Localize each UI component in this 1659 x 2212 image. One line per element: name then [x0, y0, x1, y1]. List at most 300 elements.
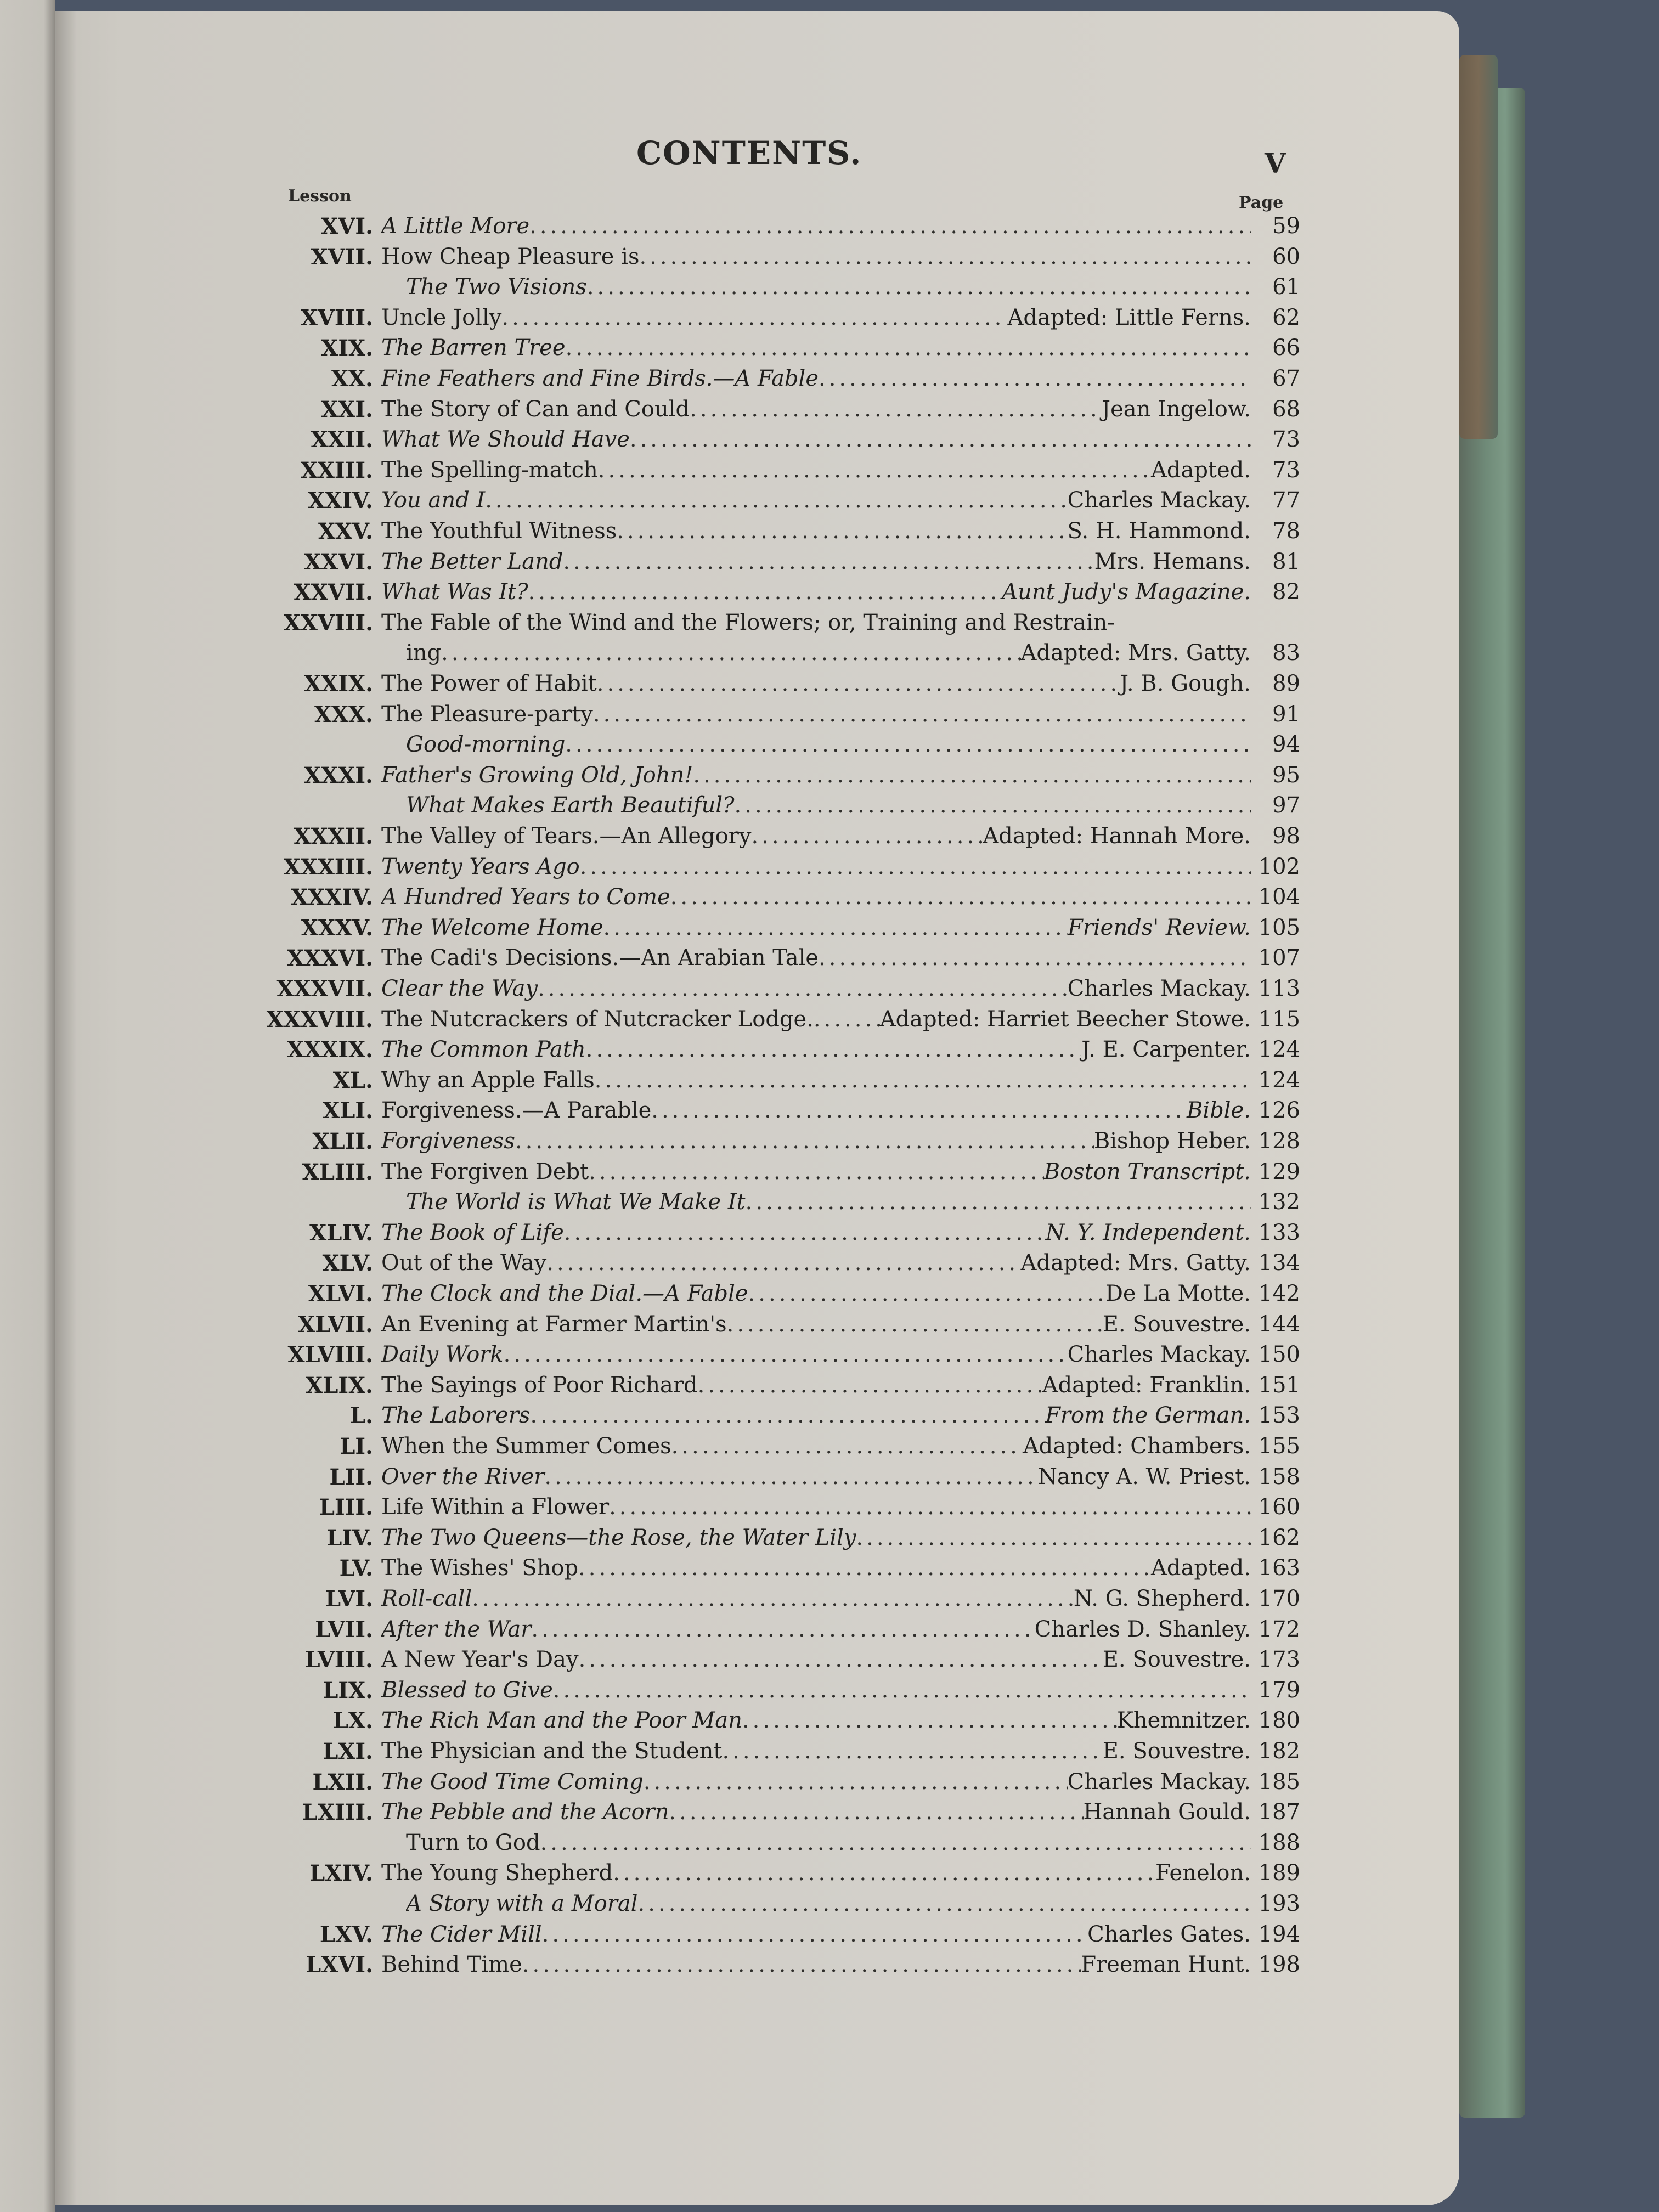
dot-leader — [586, 1035, 1081, 1065]
page-number: 194 — [1258, 1921, 1300, 1947]
page-number: 89 — [1272, 671, 1300, 696]
dot-leader — [748, 1279, 1105, 1309]
lesson-author: J. B. Gough. — [1119, 671, 1251, 696]
entry-body — [381, 1096, 1251, 1126]
lesson-title: The Welcome Home — [381, 915, 603, 940]
toc-entry[interactable] — [0, 1401, 1300, 1431]
dot-leader — [727, 1310, 1103, 1340]
dot-leader — [587, 272, 1251, 302]
dot-leader — [531, 1615, 1034, 1645]
lesson-title: An Evening at Farmer Martin's — [381, 1311, 727, 1337]
toc-entry[interactable] — [0, 272, 1300, 302]
lesson-title: The Common Path — [381, 1037, 586, 1063]
page-number: 62 — [1272, 304, 1300, 330]
lesson-number: XXXVII. — [276, 976, 373, 1002]
entry-body — [381, 669, 1251, 699]
lesson-author: Adapted: Franklin. — [1042, 1372, 1251, 1398]
dot-leader — [529, 211, 1251, 241]
dot-leader — [735, 791, 1251, 821]
dot-leader — [441, 638, 1020, 668]
lesson-author: Bishop Heber. — [1093, 1128, 1251, 1154]
entry-body — [381, 1706, 1251, 1736]
lesson-title: The Barren Tree — [381, 335, 566, 361]
entry-body — [381, 1920, 1251, 1950]
toc-entry[interactable] — [0, 1035, 1300, 1065]
lesson-number: LVI. — [325, 1586, 373, 1612]
lesson-number: XXV. — [318, 518, 373, 544]
entry-body — [406, 1187, 1251, 1217]
lesson-number: XLVI. — [308, 1281, 373, 1307]
page-number: 59 — [1272, 213, 1300, 239]
entry-body — [381, 1401, 1251, 1431]
page-number: 105 — [1258, 915, 1300, 940]
lesson-title: A New Year's Day — [381, 1647, 579, 1673]
page-number: 158 — [1258, 1464, 1300, 1489]
dot-leader — [856, 1523, 1251, 1553]
toc-entry[interactable] — [0, 1828, 1300, 1858]
lesson-number: XXXVI. — [287, 945, 373, 972]
lesson-title: Forgiveness.—A Parable — [381, 1098, 652, 1124]
lesson-number: LIII. — [319, 1494, 373, 1521]
page-number: 132 — [1258, 1189, 1300, 1215]
page-number: 163 — [1258, 1555, 1300, 1581]
column-header-lesson: Lesson — [288, 187, 352, 206]
page-number: 98 — [1272, 823, 1300, 849]
toc-entry[interactable] — [0, 242, 1300, 272]
page-number: 66 — [1272, 335, 1300, 361]
page-number: 73 — [1272, 457, 1300, 483]
lesson-author: Hannah Gould. — [1083, 1799, 1251, 1825]
lesson-title: The Fable of the Wind and the Flowers; or, Training and Restrain- — [381, 610, 1115, 635]
lesson-title: The Forgiven Debt — [381, 1159, 589, 1184]
lesson-number: XIX. — [321, 335, 373, 362]
lesson-title: Good-morning — [406, 732, 566, 758]
dot-leader — [580, 852, 1251, 882]
entry-body — [381, 1767, 1251, 1797]
toc-entry[interactable] — [0, 455, 1300, 486]
lesson-title: The Two Queens—the Rose, the Water Lily — [381, 1525, 856, 1550]
dot-leader — [751, 821, 983, 851]
page-number: 153 — [1258, 1403, 1300, 1429]
page-title: CONTENTS. — [636, 134, 862, 172]
page-number: 144 — [1258, 1311, 1300, 1337]
lesson-title: Turn to God — [406, 1830, 540, 1855]
page-number: 126 — [1258, 1098, 1300, 1124]
lesson-author: J. E. Carpenter. — [1081, 1037, 1251, 1063]
lesson-author: Freeman Hunt. — [1081, 1952, 1251, 1978]
page-number: 179 — [1258, 1677, 1300, 1703]
dot-leader — [544, 1462, 1038, 1492]
toc-entry[interactable] — [0, 1218, 1300, 1248]
lesson-number: XLVIII. — [287, 1342, 373, 1368]
lesson-author: E. Souvestre. — [1102, 1311, 1251, 1337]
entry-body — [381, 1370, 1251, 1401]
entry-body — [381, 1126, 1251, 1156]
page-number: 67 — [1272, 366, 1300, 391]
lesson-title: The Two Visions — [406, 274, 587, 300]
toc-entry[interactable] — [0, 1950, 1300, 1980]
page-number: 162 — [1258, 1525, 1300, 1550]
lesson-author: Aunt Judy's Magazine. — [1002, 579, 1251, 605]
entry-body — [381, 211, 1251, 241]
dot-leader — [546, 1248, 1020, 1278]
lesson-number: LXIII. — [302, 1799, 373, 1826]
entry-body — [381, 852, 1251, 882]
dot-leader — [553, 1675, 1251, 1706]
dot-leader — [639, 242, 1251, 272]
lesson-title: Twenty Years Ago — [381, 854, 580, 879]
entry-body — [381, 1005, 1251, 1035]
page-number: 129 — [1258, 1159, 1300, 1184]
lesson-author: Adapted: Harriet Beecher Stowe. — [879, 1006, 1251, 1032]
toc-entry[interactable] — [0, 1706, 1300, 1736]
lesson-author: Adapted: Mrs. Gatty. — [1020, 1250, 1251, 1276]
entry-body — [406, 730, 1251, 760]
dot-leader — [630, 425, 1251, 455]
entry-body — [381, 1797, 1251, 1827]
lesson-author: From the German. — [1045, 1403, 1251, 1429]
toc-entry[interactable] — [0, 669, 1300, 699]
dot-leader — [742, 1706, 1117, 1736]
page-number: 193 — [1258, 1891, 1300, 1916]
lesson-author: N. Y. Independent. — [1045, 1220, 1251, 1245]
entry-body — [381, 1340, 1251, 1370]
lesson-title: When the Summer Comes — [381, 1434, 672, 1459]
dot-leader — [814, 1005, 880, 1035]
toc-entry[interactable] — [0, 1889, 1300, 1919]
toc-entry[interactable] — [0, 1736, 1300, 1767]
dot-leader — [819, 364, 1251, 394]
toc-entry[interactable] — [0, 1370, 1300, 1401]
lesson-number: XXIII. — [300, 457, 373, 483]
lesson-title: The Clock and the Dial.—A Fable — [381, 1281, 748, 1306]
toc-entry[interactable] — [0, 577, 1300, 607]
lesson-title: A Little More — [381, 213, 530, 239]
lesson-number: L. — [349, 1403, 373, 1429]
entry-body — [381, 1615, 1251, 1645]
dot-leader — [603, 913, 1068, 943]
toc-entry[interactable] — [0, 333, 1300, 363]
toc-entry[interactable] — [0, 760, 1300, 791]
lesson-number: XXXIV. — [291, 884, 373, 911]
lesson-number: XLII. — [312, 1128, 373, 1154]
lesson-number: LII. — [329, 1464, 373, 1490]
dot-leader — [564, 1218, 1046, 1248]
entry-body — [406, 1889, 1251, 1919]
lesson-title: The Power of Habit — [381, 671, 597, 696]
entry-body — [381, 364, 1251, 394]
lesson-author: E. Souvestre. — [1102, 1647, 1251, 1673]
page-number: 95 — [1272, 762, 1300, 788]
lesson-number: LXIV. — [309, 1860, 373, 1887]
entry-body — [381, 1736, 1251, 1767]
lesson-author: Charles Mackay. — [1067, 976, 1251, 1001]
entry-body — [381, 821, 1251, 851]
dot-leader — [638, 1889, 1251, 1919]
dot-leader — [540, 1828, 1251, 1858]
lesson-title: The Pleasure-party — [381, 701, 593, 727]
lesson-number: XXXIX. — [287, 1037, 373, 1063]
dot-leader — [722, 1736, 1102, 1767]
page-number: 124 — [1258, 1067, 1300, 1093]
page-number: 83 — [1272, 640, 1300, 666]
lesson-number: LX. — [332, 1708, 373, 1734]
lesson-number: XXII. — [311, 427, 373, 453]
entry-body — [381, 1157, 1251, 1187]
lesson-number: LIX. — [323, 1677, 373, 1703]
dot-leader — [746, 1187, 1251, 1217]
lesson-title: Roll-call — [381, 1586, 472, 1611]
lesson-number: XX. — [331, 366, 373, 392]
dot-leader — [690, 394, 1102, 425]
lesson-title: Life Within a Flower — [381, 1494, 610, 1520]
entry-body — [381, 1065, 1251, 1096]
entry-body — [381, 1584, 1251, 1614]
dot-leader — [595, 1065, 1251, 1096]
entry-body — [406, 272, 1251, 302]
lesson-number: XXI. — [321, 396, 373, 422]
lesson-title: The Pebble and the Acorn — [381, 1799, 669, 1825]
lesson-title: Clear the Way — [381, 976, 538, 1001]
toc-entry[interactable] — [0, 1126, 1300, 1156]
lesson-title: Uncle Jolly — [381, 304, 502, 330]
toc-entry[interactable] — [0, 1157, 1300, 1187]
dot-leader — [578, 1553, 1151, 1583]
lesson-number: LXII. — [312, 1769, 373, 1795]
toc-entry[interactable] — [0, 364, 1300, 394]
entry-body — [381, 547, 1251, 577]
dot-leader — [693, 760, 1251, 791]
dot-leader — [472, 1584, 1074, 1614]
lesson-author: Nancy A. W. Priest. — [1037, 1464, 1251, 1489]
page-number: 160 — [1258, 1494, 1300, 1520]
entry-body — [381, 1218, 1251, 1248]
page-number: 188 — [1258, 1830, 1300, 1855]
page-number: 150 — [1258, 1342, 1300, 1368]
lesson-title: The Physician and the Student — [381, 1739, 723, 1764]
entry-body — [381, 577, 1251, 607]
page-number: 172 — [1258, 1616, 1300, 1642]
column-header-page: Page — [1239, 193, 1284, 212]
entry-body — [381, 333, 1251, 363]
dot-leader — [698, 1370, 1042, 1401]
toc-entry[interactable] — [0, 1675, 1300, 1706]
page-number: 81 — [1272, 549, 1300, 574]
lesson-number: XXIV. — [308, 488, 373, 514]
toc-entry[interactable] — [0, 547, 1300, 577]
entry-body — [381, 1035, 1251, 1065]
entry-body — [381, 974, 1251, 1004]
toc-entry[interactable] — [0, 1858, 1300, 1888]
lesson-title: The Rich Man and the Poor Man — [381, 1708, 742, 1734]
lesson-number: XXX. — [314, 701, 373, 727]
lesson-author: Adapted. — [1150, 457, 1251, 483]
dot-leader — [593, 699, 1251, 730]
torn-cover-edge-top — [1459, 55, 1498, 439]
toc-entry[interactable] — [0, 486, 1300, 516]
toc-entry[interactable] — [0, 1065, 1300, 1096]
toc-entry[interactable] — [0, 1187, 1300, 1217]
lesson-number: LXV. — [319, 1921, 373, 1948]
toc-entry[interactable] — [0, 1279, 1300, 1309]
toc-entry[interactable] — [0, 1005, 1300, 1035]
entry-body — [381, 913, 1251, 943]
page-number: 60 — [1272, 244, 1300, 269]
entry-body — [381, 242, 1251, 272]
entry-body — [381, 455, 1251, 486]
entry-body — [406, 791, 1251, 821]
dot-leader — [669, 1797, 1083, 1827]
page-number: 115 — [1258, 1006, 1300, 1032]
lesson-title: Daily Work — [381, 1342, 504, 1368]
dot-leader — [538, 974, 1068, 1004]
toc-entry[interactable] — [0, 303, 1300, 333]
toc-entry[interactable] — [0, 1645, 1300, 1675]
lesson-author: Charles Mackay. — [1067, 488, 1251, 514]
lesson-title: The World is What We Make It — [406, 1189, 746, 1215]
dot-leader — [515, 1126, 1094, 1156]
toc-entry[interactable] — [0, 1340, 1300, 1370]
dot-leader — [651, 1096, 1187, 1126]
entry-body — [381, 1431, 1251, 1462]
toc-entry[interactable] — [0, 730, 1300, 760]
lesson-title: A Story with a Moral — [406, 1891, 638, 1916]
toc-entry[interactable] — [0, 1096, 1300, 1126]
lesson-number: XXXII. — [294, 823, 373, 849]
entry-body — [381, 1279, 1251, 1309]
dot-leader — [501, 303, 1007, 333]
toc-entry[interactable] — [0, 1310, 1300, 1340]
page-number: 187 — [1258, 1799, 1300, 1825]
lesson-author: Bible. — [1187, 1098, 1251, 1124]
lesson-number: LVIII. — [304, 1647, 373, 1673]
toc-entry[interactable] — [0, 791, 1300, 821]
lesson-number: XXXV. — [301, 915, 373, 941]
lesson-author: Adapted. — [1150, 1555, 1251, 1581]
lesson-number: LVII. — [315, 1616, 373, 1643]
toc-entry[interactable] — [0, 943, 1300, 973]
dot-leader — [613, 1858, 1155, 1888]
entry-body — [381, 1492, 1251, 1522]
lesson-number: LXI. — [323, 1739, 373, 1764]
toc-entry[interactable] — [0, 1797, 1300, 1827]
lesson-author: N. G. Shepherd. — [1073, 1586, 1251, 1611]
lesson-number: XL. — [332, 1067, 373, 1093]
dot-leader — [530, 1401, 1045, 1431]
entry-body — [381, 303, 1251, 333]
dot-leader — [579, 1645, 1103, 1675]
lesson-title: The Laborers — [381, 1403, 531, 1429]
dot-leader — [617, 516, 1067, 546]
lesson-number: XXVI. — [304, 549, 373, 575]
lesson-title: The Nutcrackers of Nutcracker Lodge. — [381, 1006, 814, 1032]
entry-body — [406, 638, 1251, 668]
lesson-title: The Story of Can and Could — [381, 396, 690, 422]
page-number: 170 — [1258, 1586, 1300, 1611]
page-number: 128 — [1258, 1128, 1300, 1154]
lesson-author: Adapted: Mrs. Gatty. — [1020, 640, 1251, 666]
toc-entry[interactable] — [0, 913, 1300, 943]
page-number: 124 — [1258, 1037, 1300, 1063]
lesson-title: You and I — [381, 488, 486, 514]
dot-leader — [597, 669, 1120, 699]
toc-entry[interactable] — [0, 516, 1300, 546]
toc-entry[interactable] — [0, 638, 1300, 668]
dot-leader — [563, 547, 1094, 577]
lesson-author: S. H. Hammond. — [1067, 518, 1251, 544]
dot-leader — [609, 1492, 1251, 1522]
toc-entry[interactable] — [0, 1553, 1300, 1583]
toc-entry[interactable] — [0, 211, 1300, 241]
page-number: 134 — [1258, 1250, 1300, 1276]
toc-entry[interactable] — [0, 1248, 1300, 1278]
lesson-title: The Young Shepherd — [381, 1860, 613, 1886]
lesson-number: XLVII. — [298, 1311, 373, 1338]
toc-entry[interactable] — [0, 699, 1300, 730]
dot-leader — [542, 1920, 1087, 1950]
lesson-number: XLV. — [322, 1250, 373, 1277]
toc-entry[interactable] — [0, 1523, 1300, 1553]
lesson-number: XVI. — [321, 213, 373, 239]
page-number: 113 — [1258, 976, 1300, 1001]
page-number: 180 — [1258, 1708, 1300, 1734]
lesson-title: Why an Apple Falls — [381, 1067, 595, 1093]
toc-entry[interactable] — [0, 394, 1300, 425]
lesson-author: Charles Mackay. — [1067, 1342, 1251, 1368]
toc-entry[interactable] — [0, 1462, 1300, 1492]
lesson-title: The Better Land — [381, 549, 563, 574]
toc-entry[interactable] — [0, 1920, 1300, 1950]
lesson-title: Blessed to Give — [381, 1677, 553, 1703]
toc-entry[interactable] — [0, 425, 1300, 455]
lesson-number: XXIX. — [304, 671, 373, 697]
lesson-number: XXXIII. — [283, 854, 373, 880]
lesson-title: A Hundred Years to Come — [381, 884, 670, 910]
dot-leader — [565, 730, 1251, 760]
lesson-title: How Cheap Pleasure is — [381, 244, 640, 269]
toc-entry[interactable] — [0, 852, 1300, 882]
lesson-number: LV. — [339, 1555, 373, 1582]
toc-entry[interactable] — [0, 1615, 1300, 1645]
lesson-number: XXVII. — [294, 579, 373, 606]
dot-leader — [644, 1767, 1068, 1797]
dot-leader — [598, 455, 1151, 486]
lesson-title: What Was It? — [381, 579, 528, 605]
toc-entry[interactable] — [0, 821, 1300, 851]
lesson-title: ing — [406, 640, 442, 666]
toc-entry[interactable] — [0, 1431, 1300, 1462]
toc-entry[interactable] — [0, 608, 1300, 638]
lesson-number: XLIX. — [306, 1372, 373, 1398]
dot-leader — [528, 577, 1002, 607]
toc-entry[interactable] — [0, 1584, 1300, 1614]
lesson-title: Over the River — [381, 1464, 545, 1489]
page-number: 142 — [1258, 1281, 1300, 1306]
page-number: 182 — [1258, 1739, 1300, 1764]
toc-entry[interactable] — [0, 1492, 1300, 1522]
lesson-author: E. Souvestre. — [1102, 1739, 1251, 1764]
page-number: 107 — [1258, 945, 1300, 971]
toc-entry[interactable] — [0, 974, 1300, 1004]
lesson-author: Adapted: Chambers. — [1023, 1434, 1251, 1459]
toc-entry[interactable] — [0, 1767, 1300, 1797]
toc-entry[interactable] — [0, 882, 1300, 912]
page-number: 133 — [1258, 1220, 1300, 1245]
lesson-title: Forgiveness — [381, 1128, 515, 1154]
lesson-title: The Book of Life — [381, 1220, 564, 1245]
page-number: 97 — [1272, 793, 1300, 819]
lesson-title: The Wishes' Shop — [381, 1555, 579, 1581]
